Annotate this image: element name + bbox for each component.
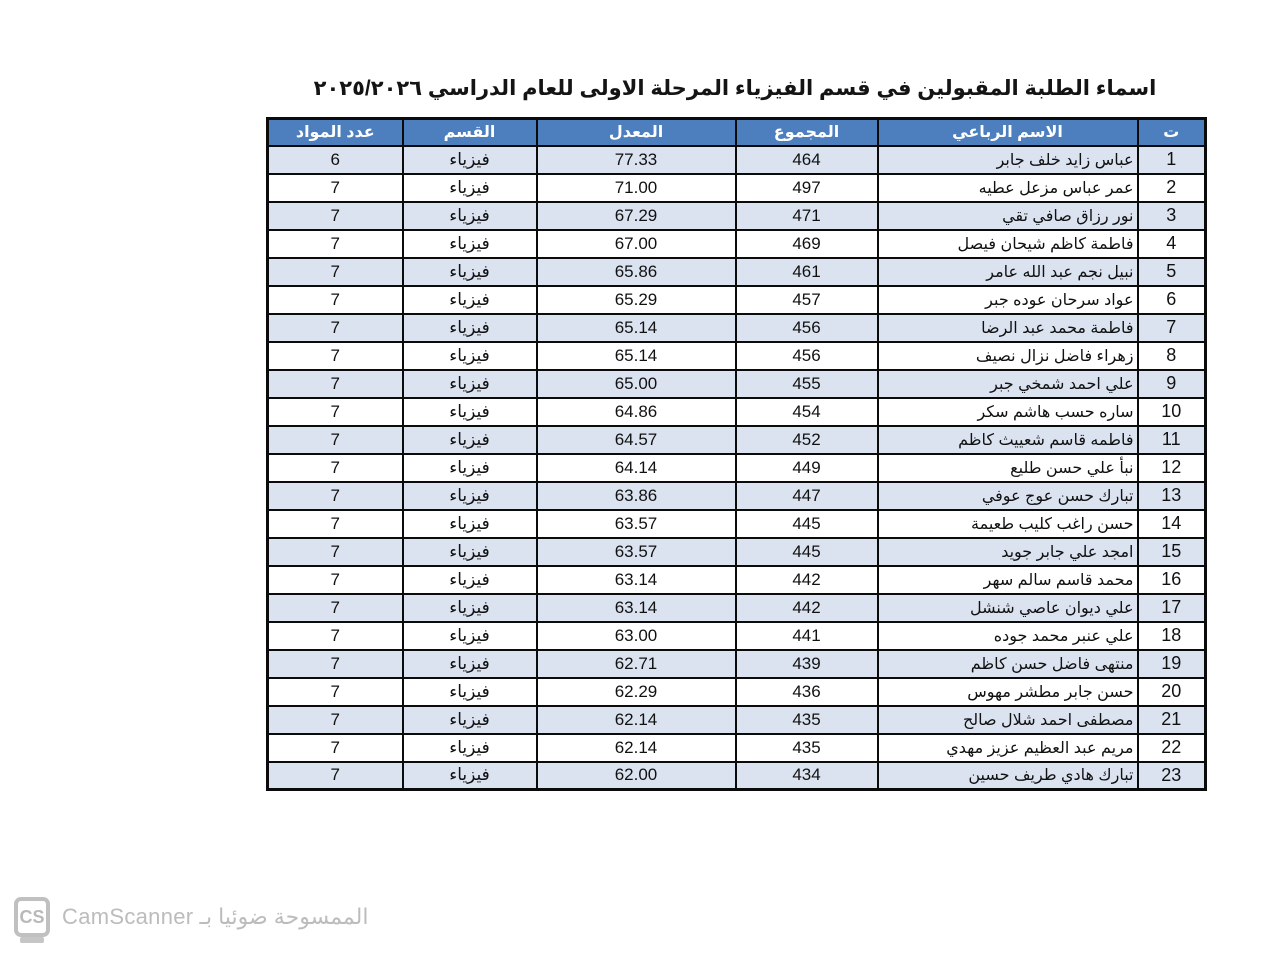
cell-average: 64.57 — [537, 426, 736, 454]
cell-total: 455 — [736, 370, 878, 398]
table-row — [268, 650, 1206, 678]
cell-total: 435 — [736, 706, 878, 734]
cell-subject-count: 7 — [268, 202, 403, 230]
cell-total: 452 — [736, 426, 878, 454]
cell-department: فيزياء — [403, 258, 537, 286]
cell-total: 464 — [736, 146, 878, 174]
cell-average: 62.00 — [537, 762, 736, 790]
cell-department: فيزياء — [403, 650, 537, 678]
cell-average: 65.14 — [537, 342, 736, 370]
cell-serial: 22 — [1138, 734, 1206, 762]
cell-student-name: فاطمة محمد عبد الرضا — [878, 314, 1138, 342]
cell-department: فيزياء — [403, 146, 537, 174]
cell-department: فيزياء — [403, 762, 537, 790]
cell-student-name: محمد قاسم سالم سهر — [878, 566, 1138, 594]
cell-average: 65.14 — [537, 314, 736, 342]
cell-subject-count: 7 — [268, 426, 403, 454]
cell-total: 442 — [736, 566, 878, 594]
table-row — [268, 734, 1206, 762]
cell-total: 445 — [736, 510, 878, 538]
cell-student-name: عباس زايد خلف جابر — [878, 146, 1138, 174]
cell-serial: 16 — [1138, 566, 1206, 594]
cell-total: 445 — [736, 538, 878, 566]
cell-average: 63.14 — [537, 594, 736, 622]
table-row — [268, 454, 1206, 482]
cell-serial: 10 — [1138, 398, 1206, 426]
cell-serial: 11 — [1138, 426, 1206, 454]
table-row — [268, 678, 1206, 706]
cell-average: 65.29 — [537, 286, 736, 314]
cell-total: 434 — [736, 762, 878, 790]
cell-subject-count: 7 — [268, 566, 403, 594]
cell-student-name: مصطفى احمد شلال صالح — [878, 706, 1138, 734]
cell-student-name: حسن راغب كليب طعيمة — [878, 510, 1138, 538]
cell-department: فيزياء — [403, 342, 537, 370]
cell-student-name: علي احمد شمخي جبر — [878, 370, 1138, 398]
cell-average: 63.86 — [537, 482, 736, 510]
cell-department: فيزياء — [403, 286, 537, 314]
cell-subject-count: 6 — [268, 146, 403, 174]
students-table-container — [266, 117, 1204, 791]
cell-student-name: منتهى فاضل حسن كاظم — [878, 650, 1138, 678]
cell-student-name: فاطمة كاظم شيحان فيصل — [878, 230, 1138, 258]
cell-total: 456 — [736, 314, 878, 342]
cell-subject-count: 7 — [268, 622, 403, 650]
cell-subject-count: 7 — [268, 482, 403, 510]
table-row — [268, 258, 1206, 286]
cell-student-name: ساره حسب هاشم سكر — [878, 398, 1138, 426]
cell-department: فيزياء — [403, 622, 537, 650]
cell-serial: 8 — [1138, 342, 1206, 370]
cell-student-name: فاطمه قاسم شعييث كاظم — [878, 426, 1138, 454]
cell-serial: 20 — [1138, 678, 1206, 706]
table-header — [268, 119, 1206, 146]
cell-total: 461 — [736, 258, 878, 286]
camscanner-watermark — [14, 897, 368, 937]
cell-average: 63.00 — [537, 622, 736, 650]
cell-subject-count: 7 — [268, 258, 403, 286]
students-table — [266, 117, 1207, 791]
table-row — [268, 286, 1206, 314]
cell-average: 62.29 — [537, 678, 736, 706]
cell-total: 449 — [736, 454, 878, 482]
cell-average: 64.86 — [537, 398, 736, 426]
cell-department: فيزياء — [403, 538, 537, 566]
cell-department: فيزياء — [403, 230, 537, 258]
cell-student-name: عواد سرحان عوده جبر — [878, 286, 1138, 314]
cell-average: 63.57 — [537, 538, 736, 566]
table-row — [268, 706, 1206, 734]
cell-serial: 7 — [1138, 314, 1206, 342]
cell-average: 67.00 — [537, 230, 736, 258]
cell-total: 457 — [736, 286, 878, 314]
cell-department: فيزياء — [403, 398, 537, 426]
table-row — [268, 146, 1206, 174]
cell-average: 65.86 — [537, 258, 736, 286]
cell-average: 71.00 — [537, 174, 736, 202]
table-row — [268, 622, 1206, 650]
cell-department: فيزياء — [403, 426, 537, 454]
table-row — [268, 342, 1206, 370]
table-row — [268, 202, 1206, 230]
col-header-department: القسم — [403, 119, 537, 146]
cell-serial: 17 — [1138, 594, 1206, 622]
table-row — [268, 594, 1206, 622]
cell-subject-count: 7 — [268, 342, 403, 370]
cell-subject-count: 7 — [268, 314, 403, 342]
cell-subject-count: 7 — [268, 538, 403, 566]
cell-department: فيزياء — [403, 314, 537, 342]
cell-average: 77.33 — [537, 146, 736, 174]
cell-average: 67.29 — [537, 202, 736, 230]
cell-department: فيزياء — [403, 370, 537, 398]
cell-subject-count: 7 — [268, 230, 403, 258]
cell-serial: 1 — [1138, 146, 1206, 174]
cell-subject-count: 7 — [268, 706, 403, 734]
cell-serial: 14 — [1138, 510, 1206, 538]
cell-department: فيزياء — [403, 594, 537, 622]
cell-student-name: عمر عباس مزعل عطيه — [878, 174, 1138, 202]
cell-average: 62.71 — [537, 650, 736, 678]
table-row — [268, 398, 1206, 426]
cell-subject-count: 7 — [268, 650, 403, 678]
cell-average: 62.14 — [537, 734, 736, 762]
cell-department: فيزياء — [403, 734, 537, 762]
cell-average: 62.14 — [537, 706, 736, 734]
col-header-average: المعدل — [537, 119, 736, 146]
cell-subject-count: 7 — [268, 174, 403, 202]
cell-student-name: نور رزاق صافي تقي — [878, 202, 1138, 230]
cell-student-name: نبيل نجم عبد الله عامر — [878, 258, 1138, 286]
cell-serial: 12 — [1138, 454, 1206, 482]
cell-serial: 4 — [1138, 230, 1206, 258]
cell-student-name: امجد علي جابر جويد — [878, 538, 1138, 566]
cell-serial: 15 — [1138, 538, 1206, 566]
cell-average: 63.14 — [537, 566, 736, 594]
cell-serial: 23 — [1138, 762, 1206, 790]
cell-subject-count: 7 — [268, 762, 403, 790]
cell-total: 439 — [736, 650, 878, 678]
cell-department: فيزياء — [403, 174, 537, 202]
col-header-total: المجموع — [736, 119, 878, 146]
cell-subject-count: 7 — [268, 398, 403, 426]
cell-student-name: زهراء فاضل نزال نصيف — [878, 342, 1138, 370]
cell-total: 497 — [736, 174, 878, 202]
cell-serial: 6 — [1138, 286, 1206, 314]
cell-student-name: مريم عبد العظيم عزيز مهدي — [878, 734, 1138, 762]
cell-student-name: نبأ علي حسن طليع — [878, 454, 1138, 482]
cell-average: 65.00 — [537, 370, 736, 398]
cell-serial: 18 — [1138, 622, 1206, 650]
cell-subject-count: 7 — [268, 286, 403, 314]
cell-department: فيزياء — [403, 510, 537, 538]
col-header-full-name: الاسم الرباعي — [878, 119, 1138, 146]
cell-department: فيزياء — [403, 202, 537, 230]
table-row — [268, 538, 1206, 566]
table-row — [268, 174, 1206, 202]
cell-student-name: علي ديوان عاصي شنشل — [878, 594, 1138, 622]
table-row — [268, 482, 1206, 510]
cell-student-name: حسن جابر مطشر مهوس — [878, 678, 1138, 706]
cell-average: 64.14 — [537, 454, 736, 482]
col-header-subject-count: عدد المواد — [268, 119, 403, 146]
cell-department: فيزياء — [403, 678, 537, 706]
cell-subject-count: 7 — [268, 594, 403, 622]
cell-subject-count: 7 — [268, 734, 403, 762]
page-title: اسماء الطلبة المقبولين في قسم الفيزياء المرحلة الاولى للعام الدراسي ٢٠٢٥/٢٠٢٦ — [313, 77, 1157, 100]
cell-total: 447 — [736, 482, 878, 510]
cell-department: فيزياء — [403, 706, 537, 734]
table-row — [268, 370, 1206, 398]
cell-total: 471 — [736, 202, 878, 230]
cell-student-name: تبارك هادي طريف حسين — [878, 762, 1138, 790]
cell-department: فيزياء — [403, 454, 537, 482]
cell-total: 435 — [736, 734, 878, 762]
table-body — [268, 146, 1206, 790]
cell-serial: 3 — [1138, 202, 1206, 230]
cell-average: 63.57 — [537, 510, 736, 538]
camscanner-watermark-text: الممسوحة ضوئيا بـ CamScanner — [62, 904, 369, 929]
table-row — [268, 762, 1206, 790]
cell-subject-count: 7 — [268, 678, 403, 706]
header-row — [268, 119, 1206, 146]
cell-serial: 21 — [1138, 706, 1206, 734]
table-row — [268, 510, 1206, 538]
cell-total: 469 — [736, 230, 878, 258]
cell-student-name: علي عنبر محمد جوده — [878, 622, 1138, 650]
col-header-serial: ت — [1138, 119, 1206, 146]
cell-total: 454 — [736, 398, 878, 426]
table-row — [268, 230, 1206, 258]
cell-department: فيزياء — [403, 482, 537, 510]
cell-serial: 2 — [1138, 174, 1206, 202]
cell-department: فيزياء — [403, 566, 537, 594]
cell-student-name: تبارك حسن عوج عوفي — [878, 482, 1138, 510]
cell-serial: 13 — [1138, 482, 1206, 510]
cell-serial: 5 — [1138, 258, 1206, 286]
cell-serial: 9 — [1138, 370, 1206, 398]
cell-total: 441 — [736, 622, 878, 650]
cell-subject-count: 7 — [268, 370, 403, 398]
cell-subject-count: 7 — [268, 454, 403, 482]
cell-total: 436 — [736, 678, 878, 706]
table-row — [268, 426, 1206, 454]
camscanner-logo-icon: CS — [14, 897, 50, 937]
cell-total: 456 — [736, 342, 878, 370]
cell-subject-count: 7 — [268, 510, 403, 538]
table-row — [268, 314, 1206, 342]
cell-serial: 19 — [1138, 650, 1206, 678]
table-row — [268, 566, 1206, 594]
cell-total: 442 — [736, 594, 878, 622]
